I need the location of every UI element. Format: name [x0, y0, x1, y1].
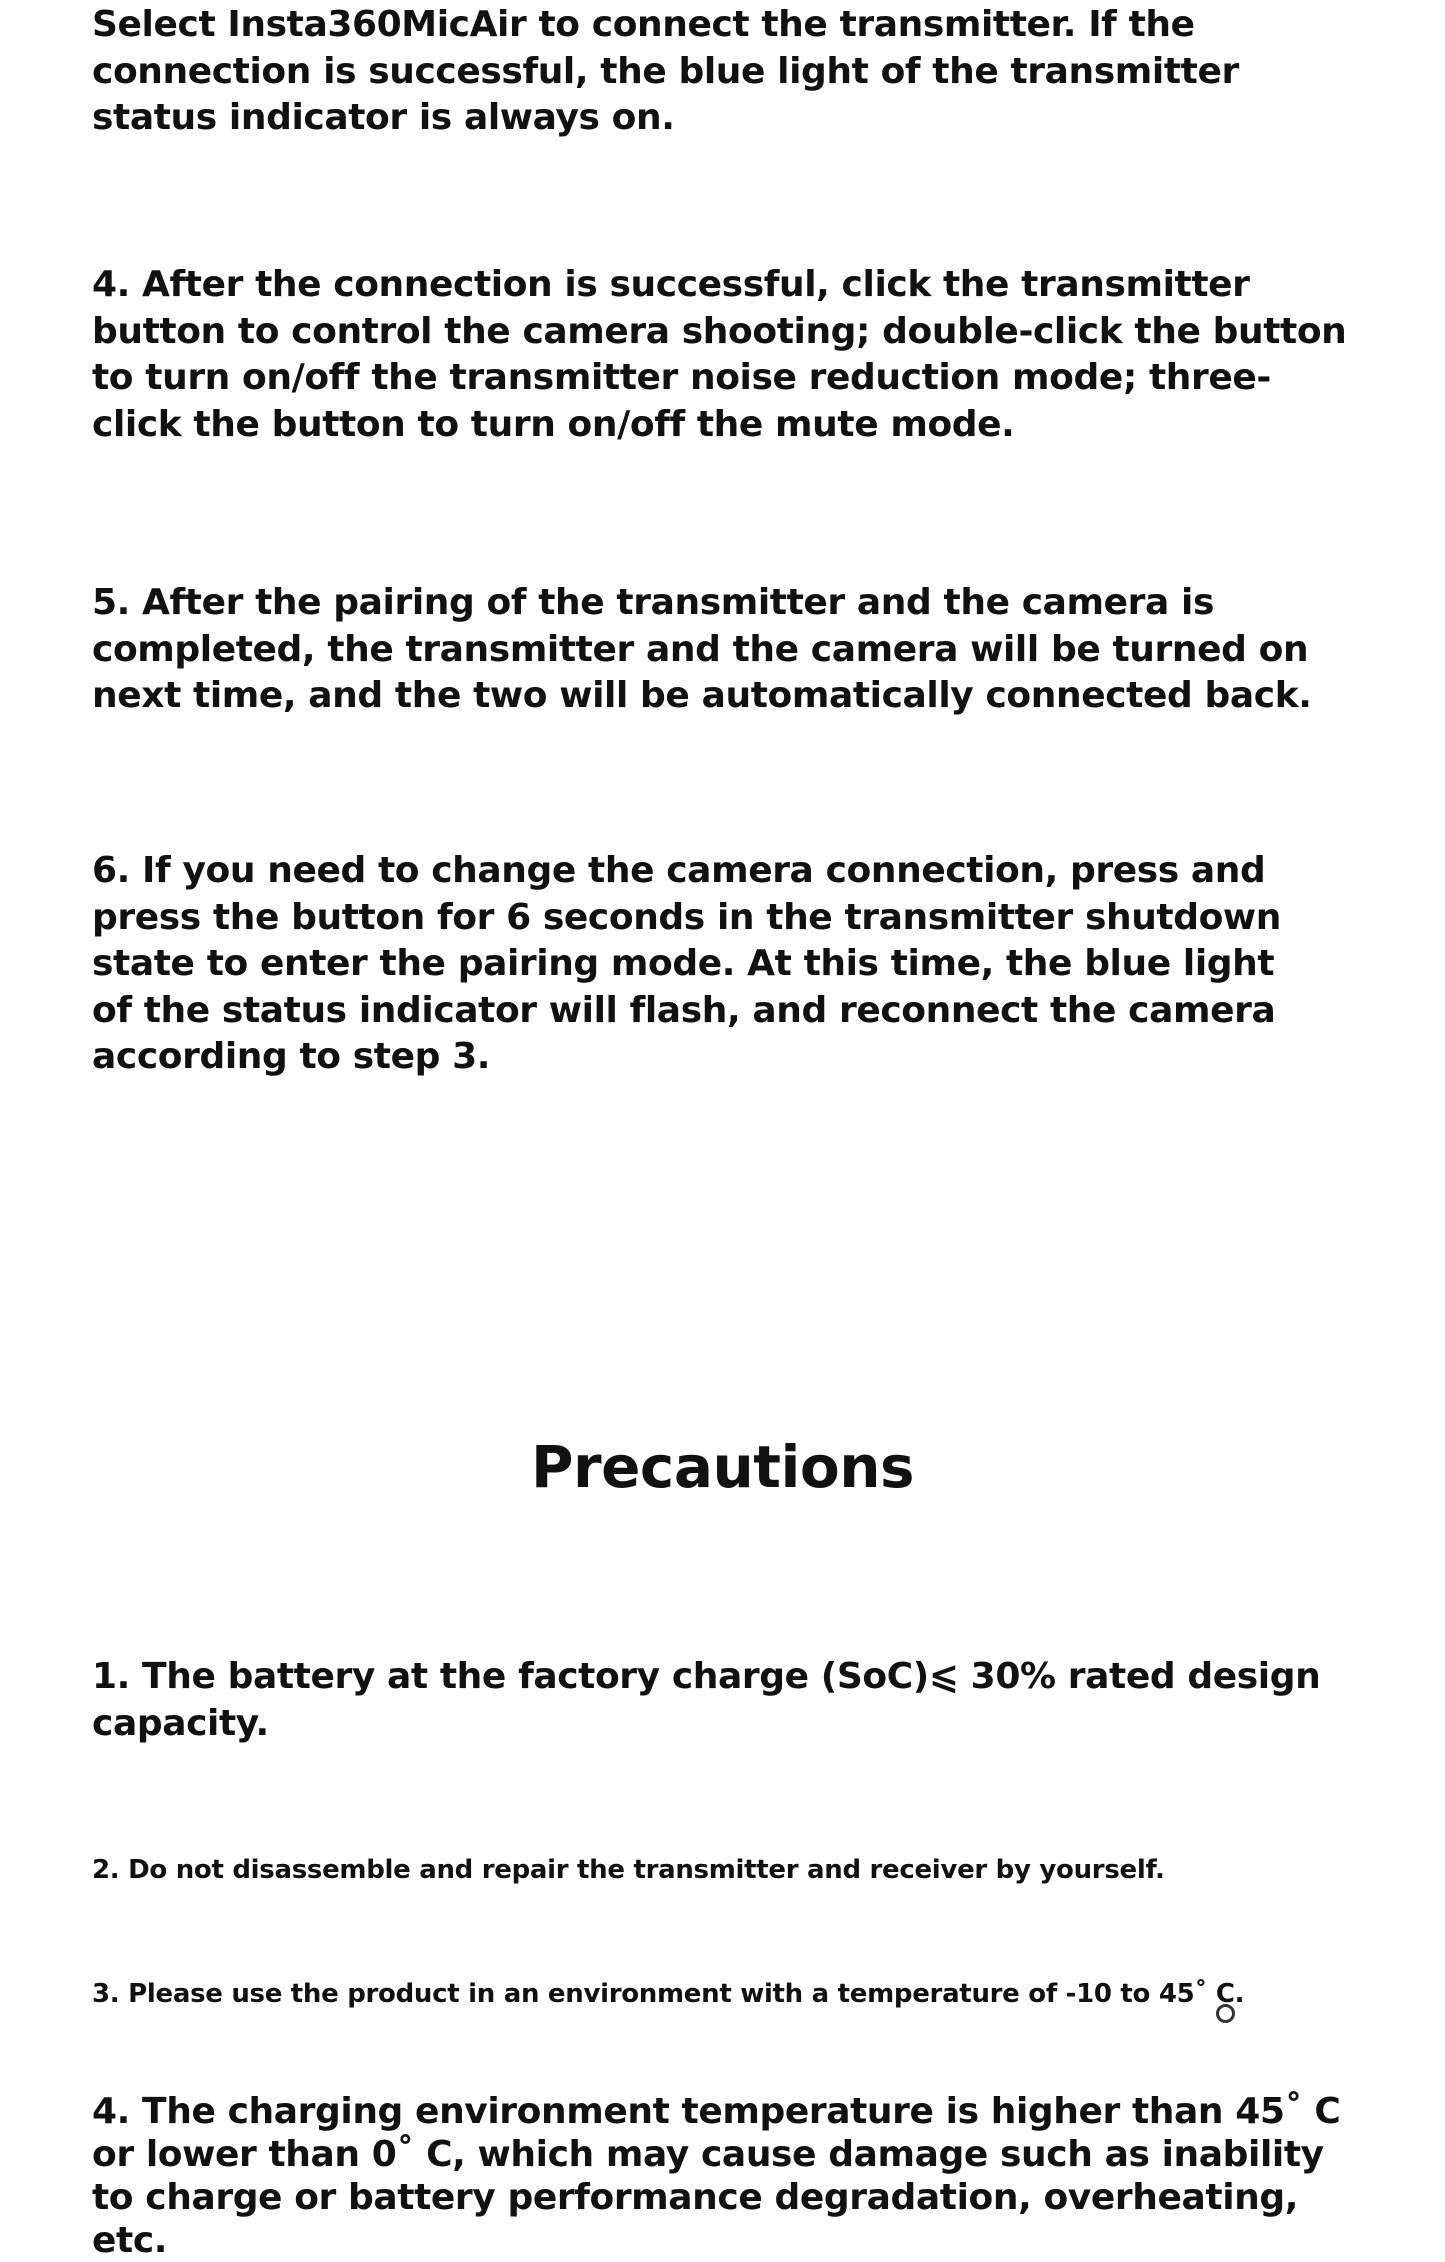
intro-paragraph: Select Insta360MicAir to connect the transmitter. If the connection is successful, the blue light of the transmitter status indicator is always on.	[92, 4, 1239, 138]
precaution-item-1: 1. The battery at the factory charge (SoC)⩽ 30% rated design capacity.	[92, 1656, 1321, 1744]
circle-mark-icon	[1216, 2004, 1235, 2023]
precaution-item-4: 4. The charging environment temperature is higher than 45˚ C or lower than 0˚ C, which may cause damage such as inability to charge or battery performance degradation, overheating, etc.	[92, 2091, 1341, 2261]
precaution-item-3: 3. Please use the product in an environment with a temperature of -10 to 45˚ C.	[92, 1979, 1245, 2009]
precautions-heading: Precautions	[530, 1433, 915, 1501]
step-5-paragraph: 5. After the pairing of the transmitter and the camera is completed, the transmitter and the camera will be turned on next time, and the two will be automatically connected back.	[92, 582, 1312, 716]
precaution-item-2: 2. Do not disassemble and repair the transmitter and receiver by yourself.	[92, 1855, 1165, 1885]
step-4-paragraph: 4. After the connection is successful, click the transmitter button to control the camera shooting; double-click the button to turn on/off the transmitter noise reduction mode; three-click the button to turn on/off the mute mode.	[92, 264, 1347, 445]
step-6-paragraph: 6. If you need to change the camera connection, press and press the button for 6 seconds in the transmitter shutdown state to enter the pairing mode. At this time, the blue light of the status indicator will flash, and reconnect the camera according to step 3.	[92, 850, 1282, 1077]
